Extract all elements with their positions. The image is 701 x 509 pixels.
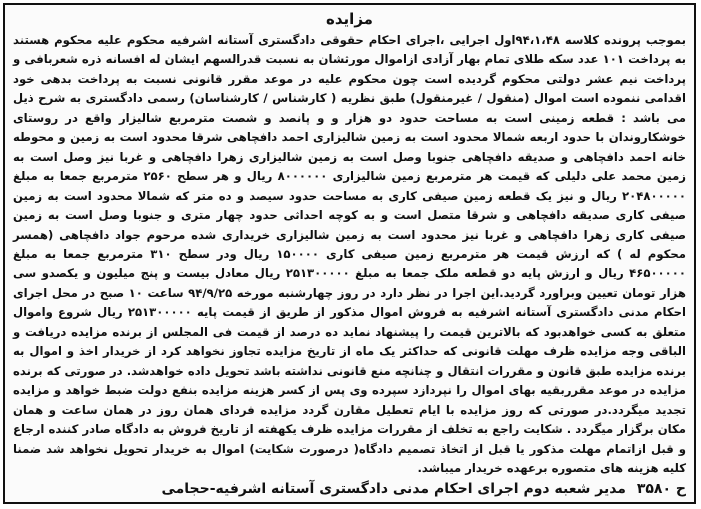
notice-code: ح ۳۵۸۰ (636, 481, 686, 497)
notice-signature: مدیر شعبه دوم اجرای احکام مدنی دادگستری آستانه اشرفیه-حجامی (161, 481, 626, 497)
notice-title: مزایده (326, 10, 373, 28)
notice-body: بموجب پرونده کلاسه ۹۴،۱،۴۸اول اجرایی ،اجرای احکام حقوقی دادگستری آستانه اشرفیه محکوم علیه محکوم هستند به پرداخت ۱۰۱ عدد سکه طلای تمام بهار آزادی ازاموال مورثشان به نسبت قدرالسهم ایشان له افسانه ذره شعربافی و پرداخت نیم عشر دولتی محکوم گردیده است چون محکوم علیه در موعد مقرر قانونی نسبت به پرداخت بدهی خود اقدامی ننموده است اموال (منقول / غیرمنقول) طبق نظریه ( کارشناس / کارشناسان) رسمی دادگستری به شرح ذیل می باشد : قطعه زمینی است به مساحت حدود دو هزار و و پانصد و شصت مترمربع شالیزار واقع در روستای خوشکاروندان با حدود اربعه شمالا محدود است به زمین شالیزاری احمد دافچاهی شرقا محدود است به زمین و محوطه خانه احمد دافچاهی و صدیقه دافچاهی جنوبا وصل است به زمین شالیزاری زهرا دافچاهی و غربا نیز وصل است به زمین محمد علی دلیلی که قیمت هر مترمربع زمین شالیزاری ۸۰۰۰۰۰۰ ریال و هر سطح ۲۵۶۰ مترمربع جمعا به مبلغ ۲۰۴۸۰۰۰۰۰ ریال و نیز یک قطعه زمین صیفی کاری به مساحت حدود سیصد و ده متر که شمالا محدود است به زمین صیفی کاری صدیقه دافچاهی و شرقا متصل است و به کوچه احداثی حدود چهار متری و جنوبا وصل است به زمین صیفی کاری زهرا دافچاهی و غربا نیز محدود است به زمین شالیزاری خریداری شده مرحوم جواد دافچاهی (همسر محکوم له ) که ارزش قیمت هر مترمربع زمین صیفی کاری ۱۵۰۰۰۰ ریال ودر سطح ۳۱۰ مترمربع جمعا به مبلغ ۴۶۵۰۰۰۰۰ ریال و ارزش پایه دو قطعه ملک جمعا به مبلغ ۲۵۱۳۰۰۰۰۰ ریال معادل بیست و پنج میلیون و یکصدو سی هزار تومان تعیین وبراورد گردید.این اجرا در نظر دارد در روز چهارشنبه مورخه ۹۴/۹/۲۵ ساعت ۱۰ صبح در محل اجرای احکام مدنی دادگستری آستانه اشرفیه به فروش اموال مذکور از طریق از قیمت پایه ۲۵۱۳۰۰۰۰۰ ریال شروع واموال متعلق به کسی خواهدبود که بالاترین قیمت را پیشنهاد نماید ده درصد از قیمت فی المجلس از برنده مزایده دریافت و الباقی وجه مزایده ظرف مهلت قانونی که حداکثر یک ماه از تاریخ مزایده تجاوز نخواهد کرد از خریدار اخذ و اموال به برنده مزایده طبق قانون و مقررات انتقال و چنانچه منع قانونی نداشته باشد تحویل داده خواهدشد. در صورتی که برنده مزایده در موعد مقرربقیه بهای اموال را نپردازد سپرده وی پس از کسر هزینه مزایده بنفع دولت ضبط خواهد و مزایده تجدید میگردد.در صورتی که روز مزایده با ایام تعطیل مقارن گردد مزایده فردای همان روز در همان ساعت و همان مکان برگزار میگردد . شکایت راجع به تخلف از مقررات مزایده ظرف یکهفته از تاریخ فروش به دادگاه صادر کننده ارجاع و قبل ازاتمام مهلت مذکور یا قبل از اتخاذ تصمیم دادگاه( درصورت شکایت) اموال به خریدار تحویل نخواهد شد ضمنا کلیه هزینه های متصوره برعهده خریدار میباشد. (13, 33, 687, 475)
auction-notice (3, 3, 696, 504)
notice-footer (13, 479, 686, 499)
